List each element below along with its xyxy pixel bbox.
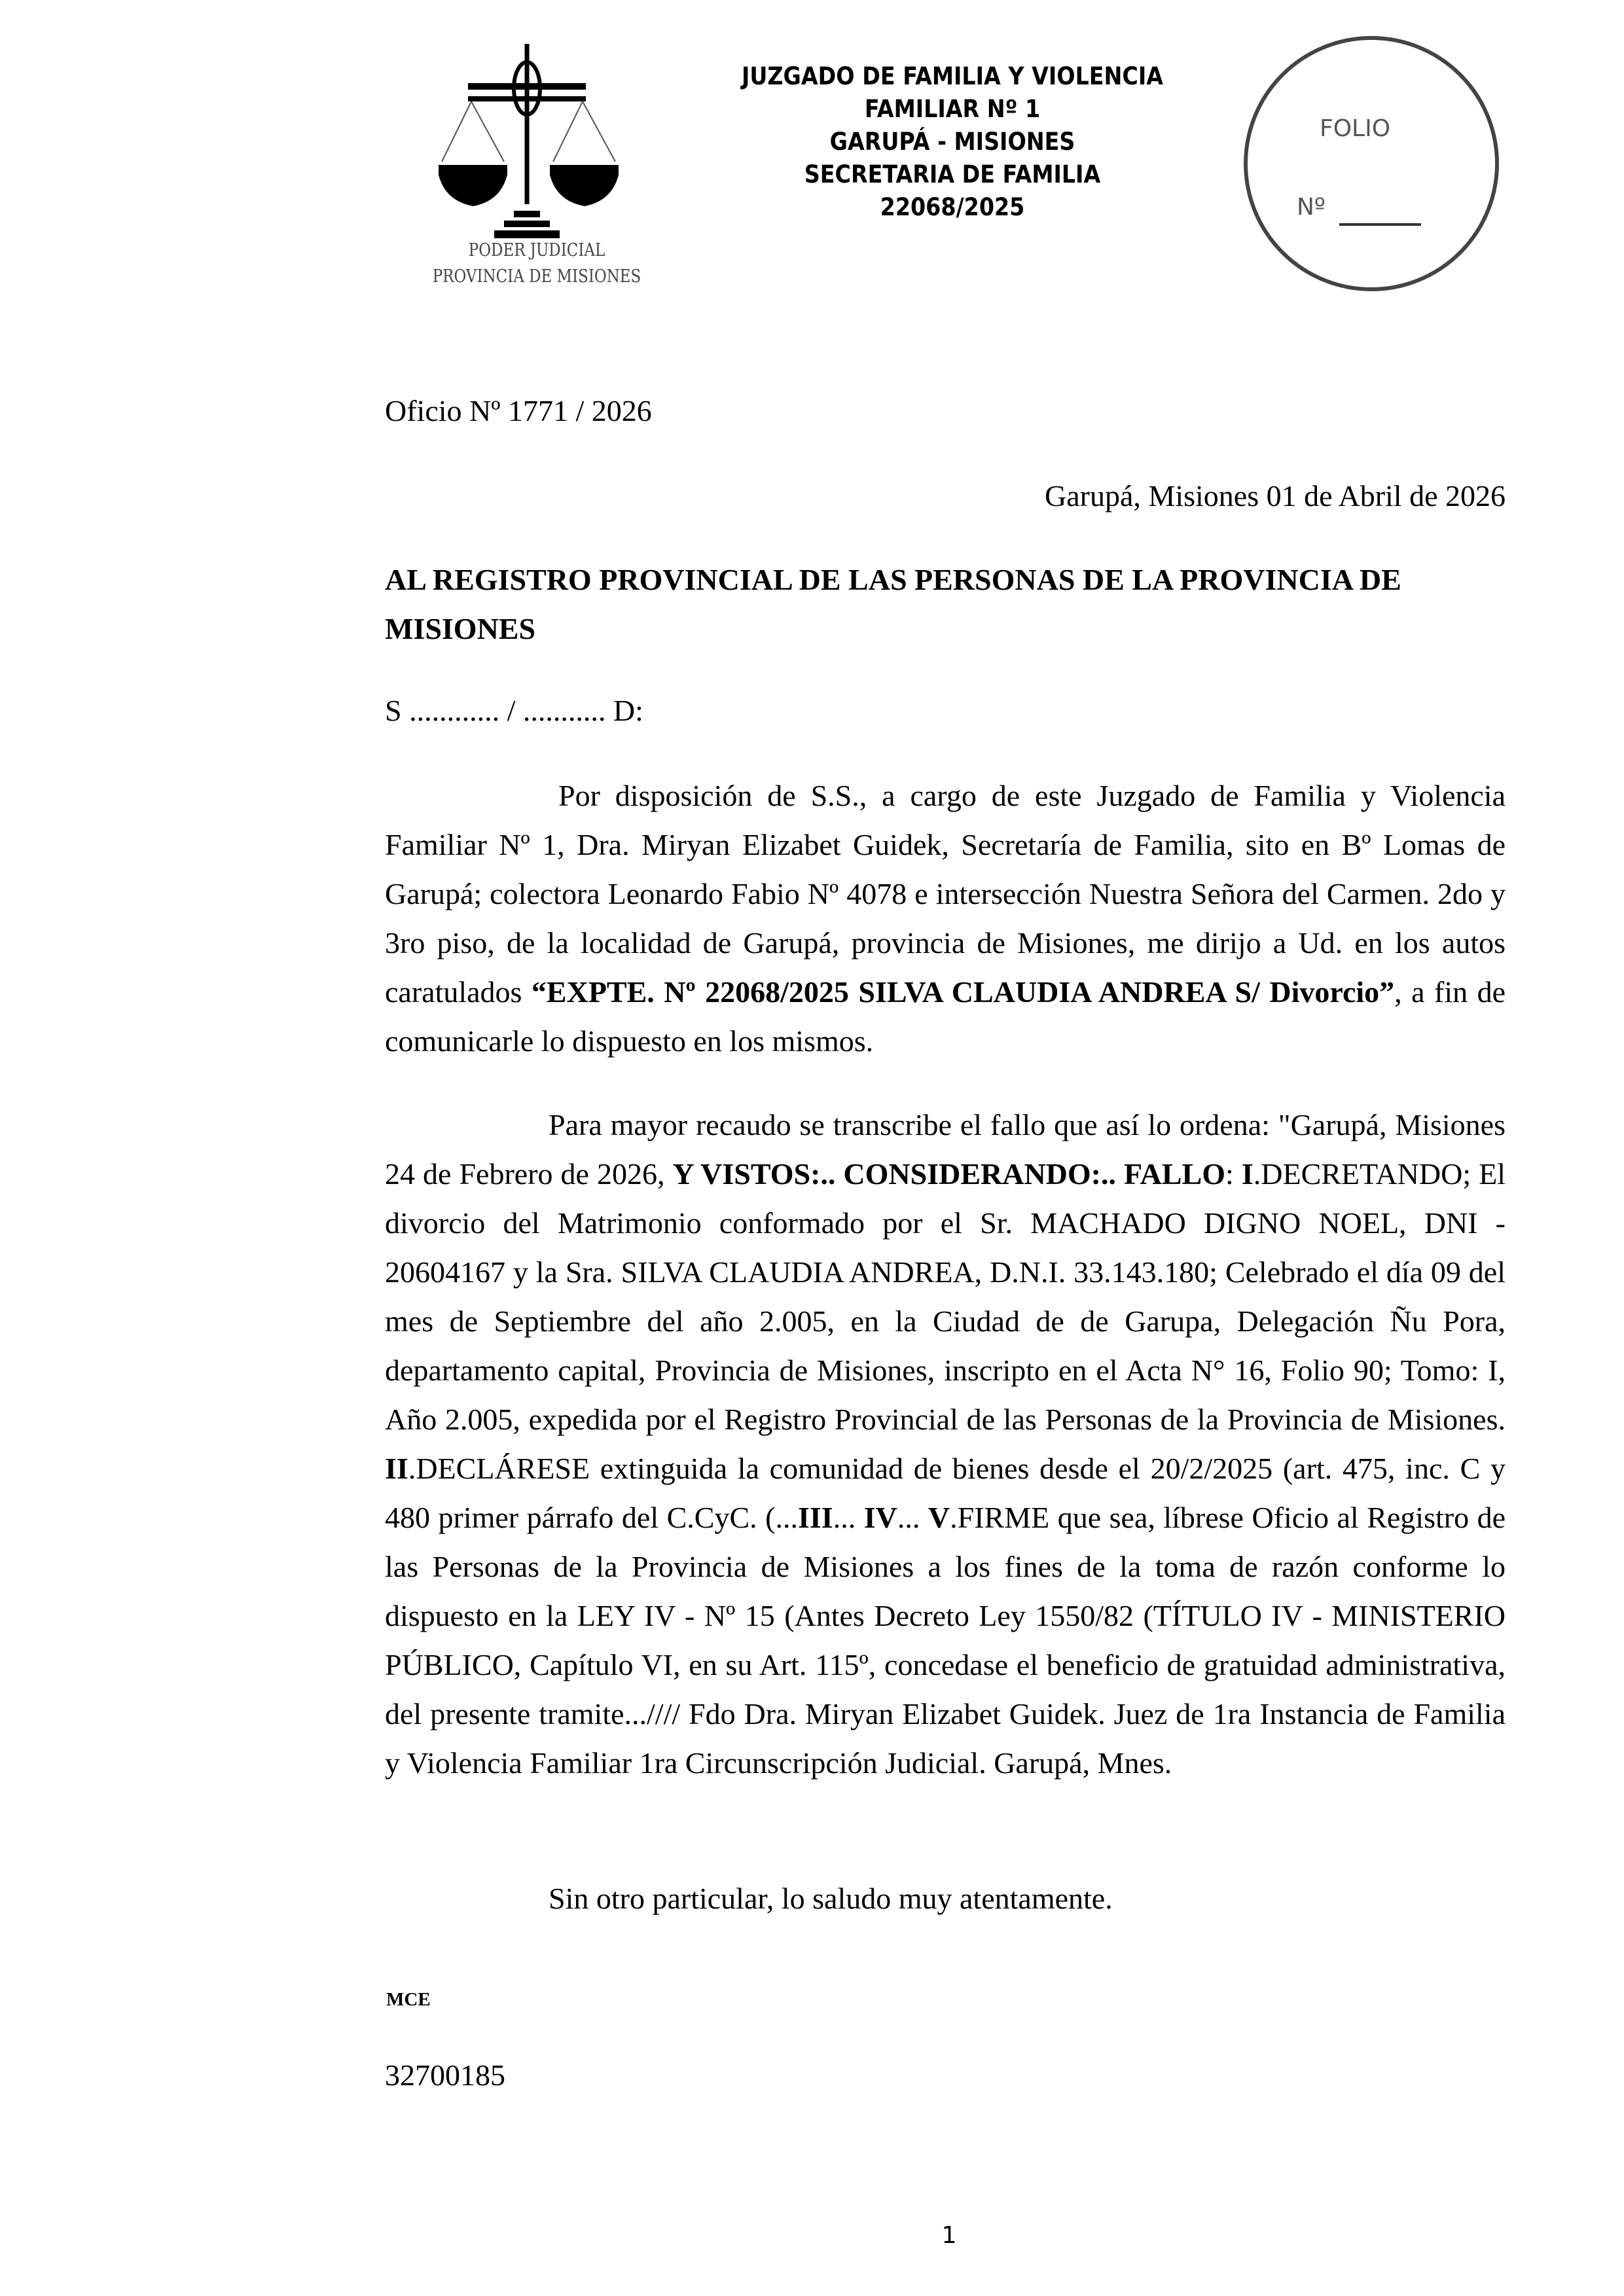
text-segment: ... <box>897 1501 928 1534</box>
scales-of-justice-icon <box>403 44 671 240</box>
poder-judicial-logo <box>403 44 671 286</box>
header-line: JUZGADO DE FAMILIA Y VIOLENCIA <box>741 62 1164 90</box>
text-segment: .DECRETANDO; El divorcio del Matrimonio conformado por el Sr. MACHADO DIGNO NOEL, DNI - 20604167 y la Sra. SILVA CLAUDIA ANDREA, D.N.I. 33.143.180; Celebrado el día 09 del mes de Septiembre del año 2.005, en la Ciudad de de Garupa, Delegación Ñu Pora, departamento capital, Provincia de Misiones, inscripto en el Acta N° 16, Folio 90; Tomo: I, Año 2.005, expedida por el Registro Provincial de las Personas de la Provincia de Misiones. <box>385 1157 1506 1436</box>
text-segment: .FIRME que sea, líbrese Oficio al Registro de las Personas de la Provincia de Misiones a los fines de la toma de razón conforme lo dispuesto en la LEY IV - Nº 15 (Antes Decreto Ley 1550/82 (TÍTULO IV - MINISTERIO PÚBLICO, Capítulo VI, en su Art. 115º, concedase el beneficio de gratuidad administrativa, del presente tramite...//// Fdo Dra. Miryan Elizabet Guidek. Juez de 1ra Instancia de Familia y Violencia Familiar 1ra Circunscripción Judicial. Garupá, Mnes. <box>385 1501 1506 1780</box>
page-number: 1 <box>941 2222 957 2249</box>
closing: Sin otro particular, lo saludo muy atentamente. <box>549 1882 1113 1915</box>
oficio-number: Oficio Nº 1771 / 2026 <box>385 394 652 427</box>
text-segment: IV <box>863 1501 897 1534</box>
text-segment: Para mayor recaudo se transcribe el fallo que así lo ordena: "Garupá, Misiones 24 de Febrero de 2026, <box>385 1108 1506 1191</box>
text-segment: I <box>1241 1157 1254 1191</box>
paragraph-2 <box>385 1100 1506 1787</box>
text-segment: , a fin de comunicarle lo dispuesto en los mismos. <box>385 975 1506 1058</box>
court-header <box>685 60 1221 224</box>
header-line: FAMILIAR Nº 1 <box>864 95 1041 123</box>
header-line: GARUPÁ - MISIONES <box>829 128 1075 156</box>
text-segment: : <box>1225 1157 1242 1191</box>
text-segment: .DECLÁRESE extinguida la comunidad de bienes desde el 20/2/2025 (art. 475, inc. C y 480 primer párrafo del C.CyC. (... <box>385 1452 1506 1534</box>
text-segment: ... <box>833 1501 864 1534</box>
header-line: 22068/2025 <box>880 193 1025 221</box>
folio-number-label: Nº <box>1297 194 1326 221</box>
reference-number: 32700185 <box>385 2058 505 2092</box>
text-segment: “EXPTE. Nº 22068/2025 SILVA CLAUDIA ANDREA S/ Divorcio” <box>531 975 1395 1009</box>
document-date: Garupá, Misiones 01 de Abril de 2026 <box>1045 479 1506 512</box>
logo-text-line: PODER JUDICIAL <box>468 240 605 260</box>
text-segment: III <box>798 1501 833 1534</box>
header-line: SECRETARIA DE FAMILIA <box>804 160 1101 188</box>
initials: MCE <box>386 1989 431 2010</box>
logo-text-line: PROVINCIA DE MISIONES <box>432 266 641 287</box>
folio-label: FOLIO <box>1320 115 1391 142</box>
addressee: AL REGISTRO PROVINCIAL DE LAS PERSONAS DE LA PROVINCIA DE MISIONES <box>385 563 1401 645</box>
paragraph-1 <box>385 771 1506 1066</box>
text-segment: Y VISTOS:.. CONSIDERANDO:.. FALLO <box>672 1157 1226 1191</box>
folio-number-line <box>1339 223 1421 226</box>
text-segment: II <box>385 1452 408 1485</box>
salutation: S ............ / ........... D: <box>385 694 643 727</box>
folio-stamp <box>1244 36 1499 291</box>
text-segment: Por disposición de S.S., a cargo de este Juzgado de Familia y Violencia Familiar Nº 1, Dra. Miryan Elizabet Guidek, Secretaría de Familia, sito en Bº Lomas de Garupá; colectora Leonardo Fabio Nº 4078 e intersección Nuestra Señora del Carmen. 2do y 3ro piso, de la localidad de Garupá, provincia de Misiones, me dirijo a Ud. en los autos caratulados <box>385 779 1506 1009</box>
text-segment: V <box>928 1501 950 1534</box>
